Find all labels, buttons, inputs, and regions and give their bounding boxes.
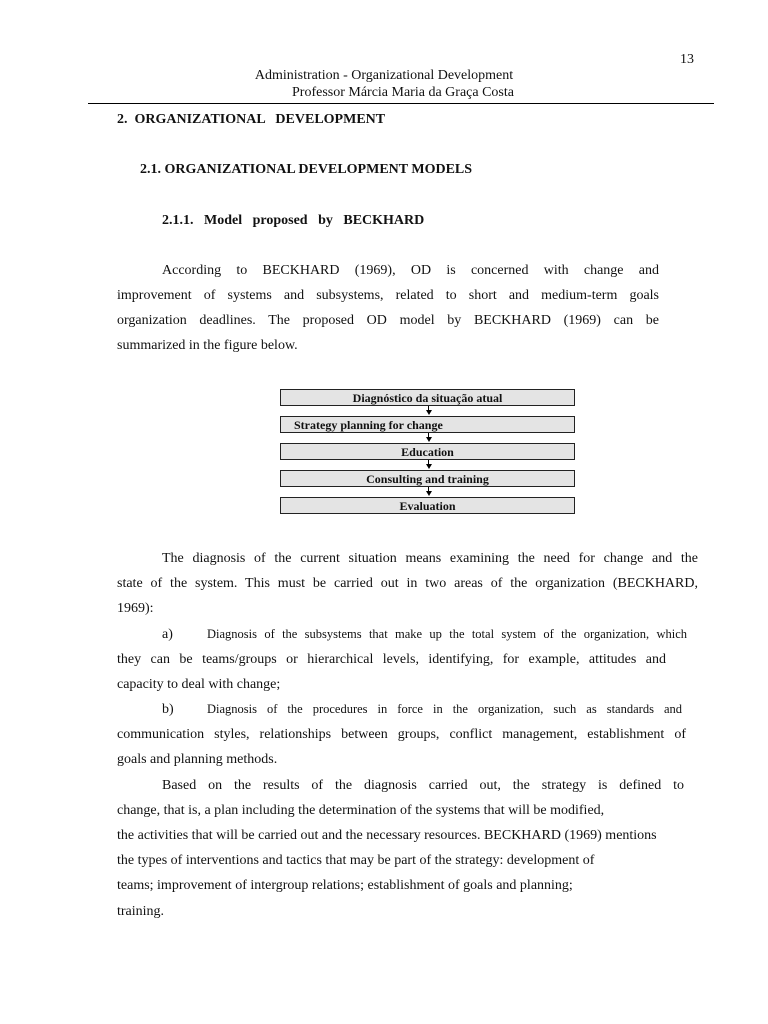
para3-line: the activities that will be carried out and the necessary resources. BECKHARD (1969) mentions [117,828,657,843]
para2-line: 1969): [117,601,154,616]
subsection-heading: 2.1. ORGANIZATIONAL DEVELOPMENT MODELS [140,162,473,177]
page-number: 13 [680,52,694,67]
figure-step-evaluation: Evaluation [280,497,575,514]
para1-line: improvement of systems and subsystems, related to short and medium-term goals [117,288,659,303]
header-professor: Professor Márcia Maria da Graça Costa [292,85,514,100]
item-a-first-line: Diagnosis of the subsystems that make up the total system of the organization, which [207,627,687,641]
para3-line: teams; improvement of intergroup relations; establishment of goals and planning; [117,878,573,893]
para1-line: summarized in the figure below. [117,338,298,353]
para1-line: According to BECKHARD (1969), OD is concerned with change and [162,263,659,278]
item-b-first-line: Diagnosis of the procedures in force in the organization, such as standards and [207,702,682,716]
section-heading: 2. ORGANIZATIONAL DEVELOPMENT [117,112,386,127]
para2-line: state of the system. This must be carried out in two areas of the organization (BECKHARD, [117,576,698,591]
header-rule [88,103,714,104]
figure-arrowhead [426,491,432,496]
figure-step-education: Education [280,443,575,460]
figure-step-strategy: Strategy planning for change [280,416,575,433]
para1-line: organization deadlines. The proposed OD model by BECKHARD (1969) can be [117,313,659,328]
figure-step-diagnosis: Diagnóstico da situação atual [280,389,575,406]
figure-step-consulting: Consulting and training [280,470,575,487]
item-a-line: capacity to deal with change; [117,677,281,692]
para3-line: change, that is, a plan including the determination of the systems that will be modified, [117,803,605,818]
figure-arrowhead [426,410,432,415]
item-b-line: goals and planning methods. [117,752,278,767]
para3-line: training. [117,904,165,919]
item-a-marker: a) [162,627,173,642]
para3-line: the types of interventions and tactics that may be part of the strategy: development of [117,853,595,868]
para2-line: The diagnosis of the current situation means examining the need for change and the [162,551,698,566]
item-b-line: communication styles, relationships between groups, conflict management, establishment of [117,727,686,742]
figure-arrowhead [426,464,432,469]
para3-line: Based on the results of the diagnosis carried out, the strategy is defined to [162,778,684,793]
item-a-line: they can be teams/groups or hierarchical levels, identifying, for example, attitudes and [117,652,666,667]
subsubsection-heading: 2.1.1. Model proposed by BECKHARD [162,213,425,228]
header-course-title: Administration - Organizational Development [254,68,514,83]
item-b-marker: b) [162,702,174,717]
figure-arrowhead [426,437,432,442]
